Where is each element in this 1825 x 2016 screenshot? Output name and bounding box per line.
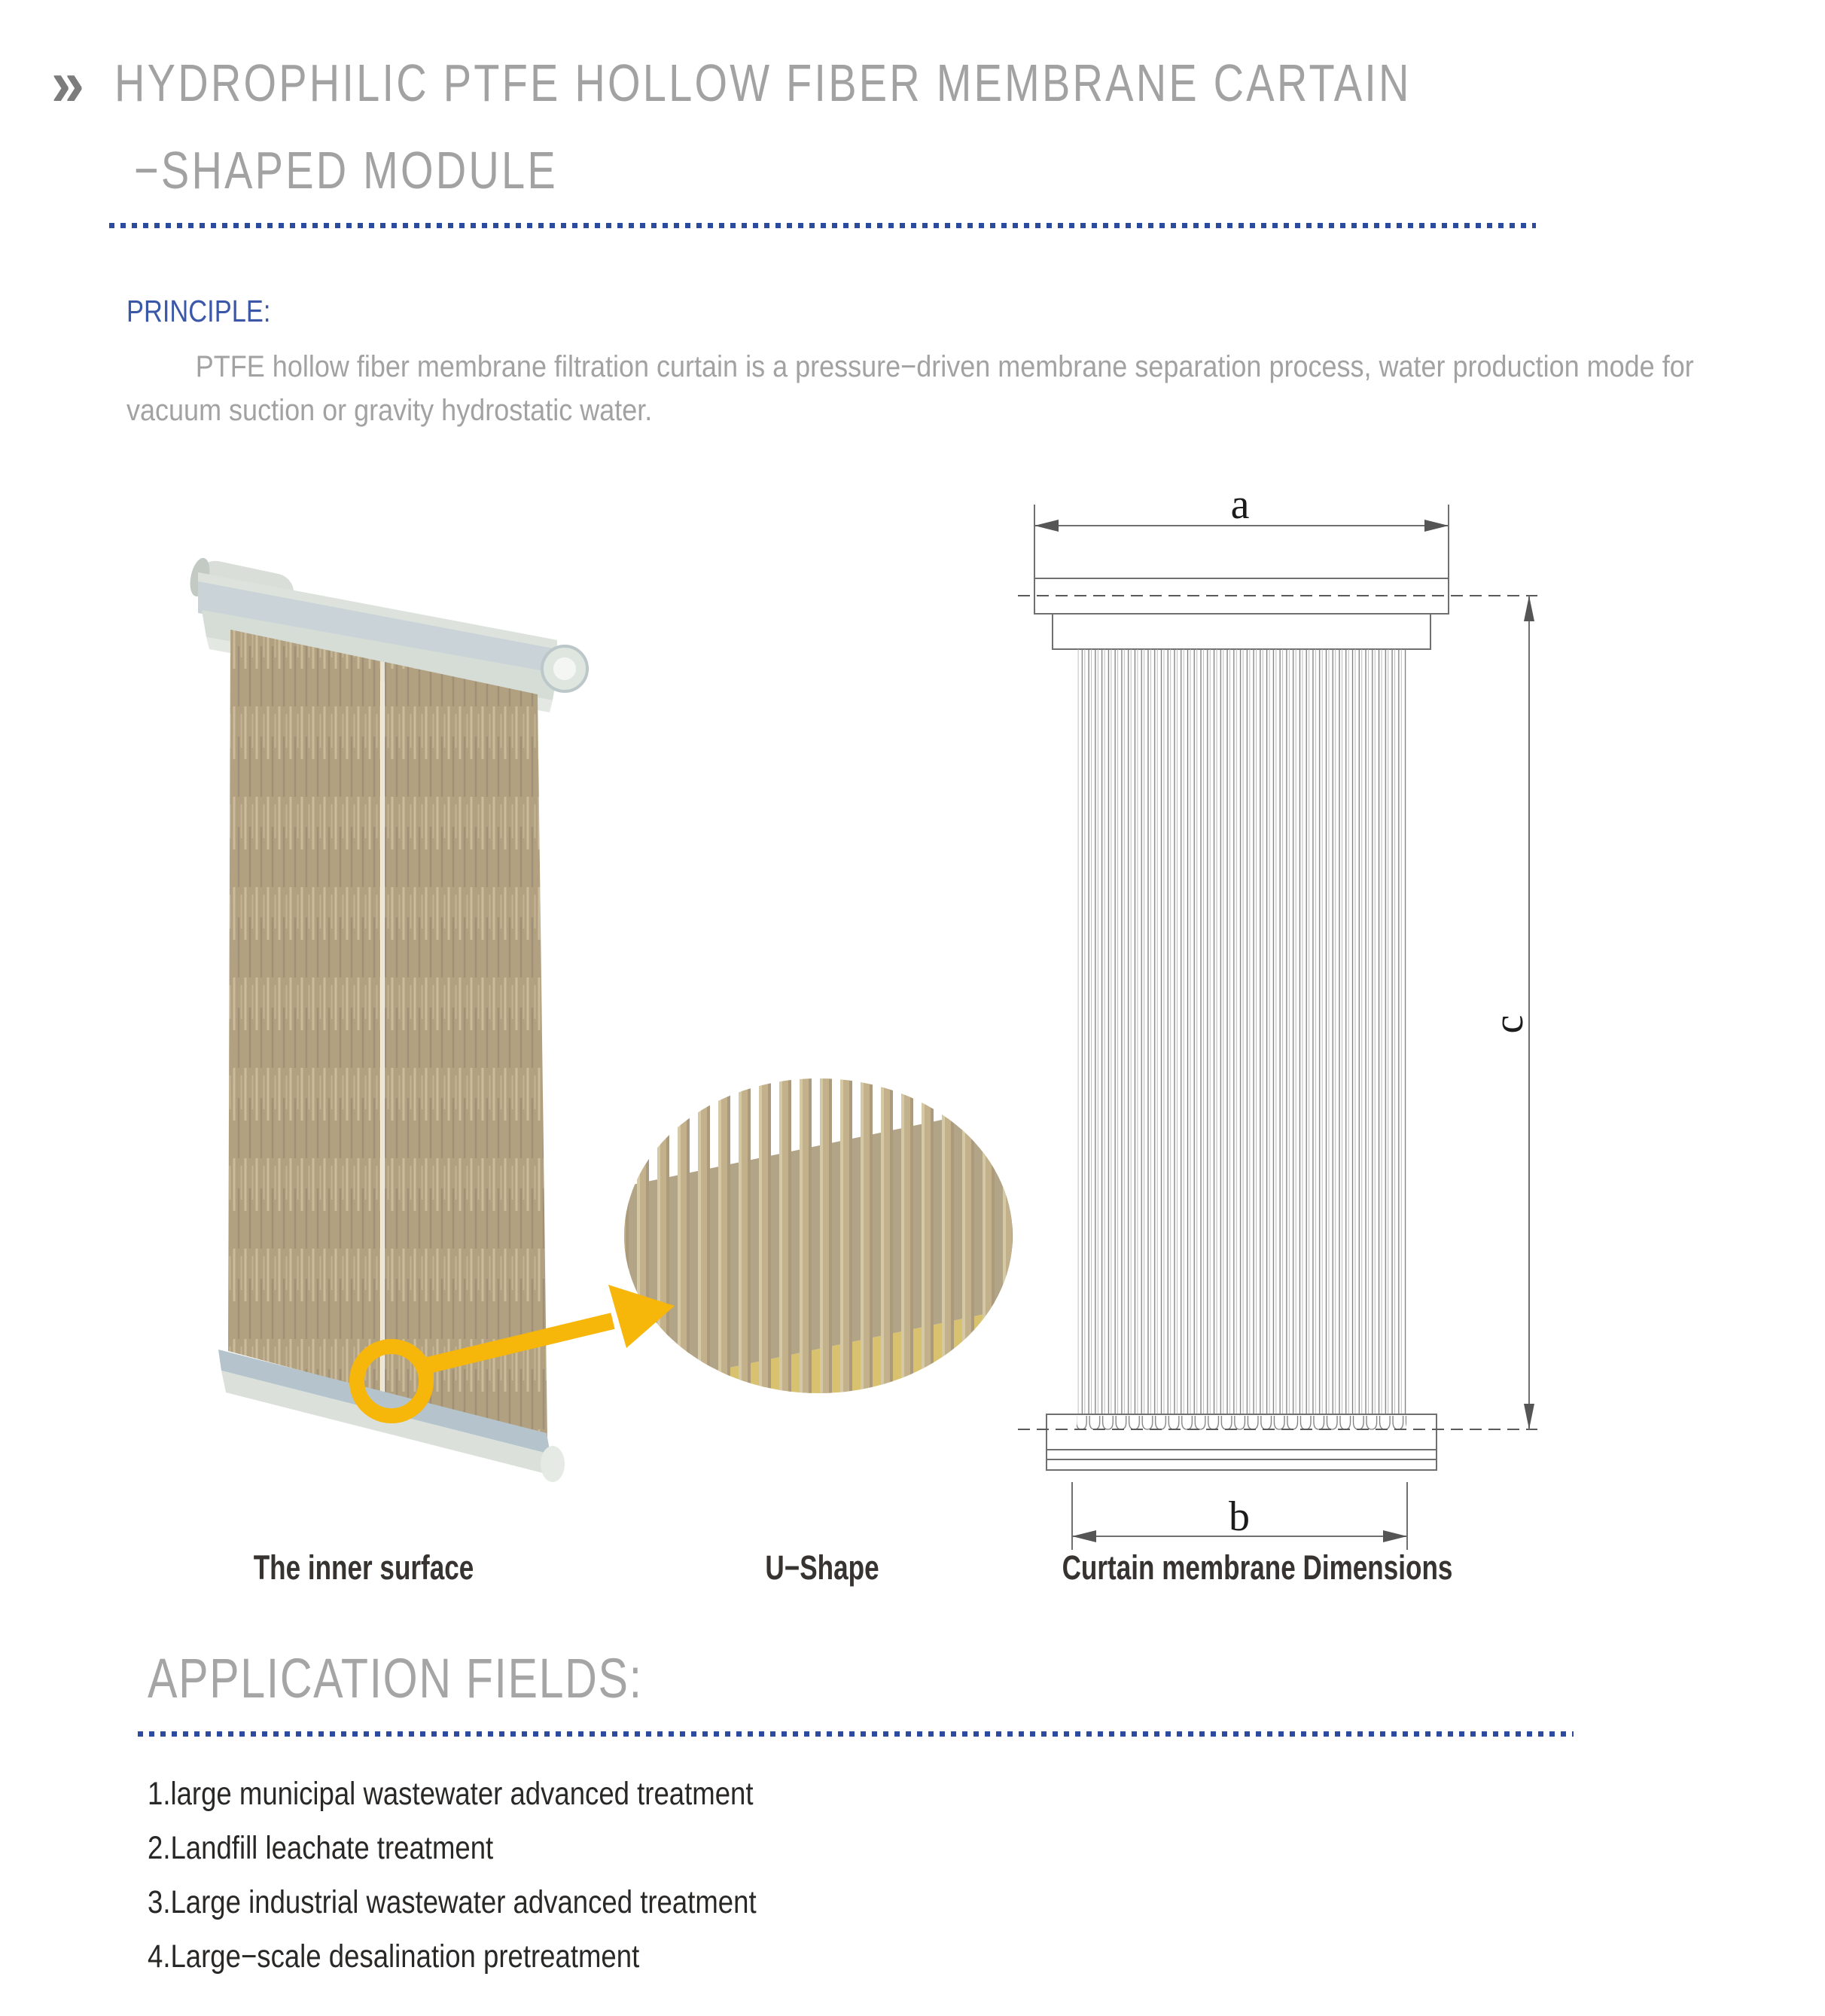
list-item: 4.Large−scale desalination pretreatment — [148, 1938, 640, 1975]
principle-heading: PRINCIPLE: — [126, 294, 271, 328]
page-title-line1: HYDROPHILIC PTFE HOLLOW FIBER MEMBRANE CARTAIN — [114, 53, 1412, 112]
application-fields-list — [148, 1767, 757, 1984]
membrane-module-illustration — [187, 526, 1090, 1505]
caption-dimensions: Curtain membrane Dimensions — [1062, 1548, 1453, 1587]
principle-line2: vacuum suction or gravity hydrostatic water. — [126, 394, 653, 427]
dotted-divider-top — [109, 223, 1536, 228]
u-shape-magnified-view — [578, 1008, 1075, 1505]
application-fields-heading: APPLICATION FIELDS: — [148, 1647, 643, 1709]
magnified-fibers — [578, 1008, 1075, 1505]
dotted-divider-bottom — [138, 1731, 1574, 1737]
dimensions-drawing — [1009, 482, 1543, 1559]
dimension-label-a: a — [1230, 482, 1250, 528]
list-item: 1.large municipal wastewater advanced treatment — [148, 1776, 754, 1812]
list-item: 2.Landfill leachate treatment — [148, 1830, 494, 1866]
dimension-label-c: c — [1485, 1014, 1532, 1034]
caption-inner-surface: The inner surface — [253, 1548, 474, 1587]
principle-paragraph — [126, 345, 1780, 432]
chevron-icon: » — [51, 47, 85, 120]
caption-u-shape: U−Shape — [765, 1548, 879, 1587]
drawing-fibers — [1077, 649, 1406, 1416]
page-title-line2: −SHAPED MODULE — [134, 141, 558, 200]
fiber-curtain — [228, 630, 547, 1438]
dimension-label-b: b — [1229, 1493, 1250, 1540]
principle-line1: PTFE hollow fiber membrane filtration curtain is a pressure−driven membrane separation process, water production mode for — [195, 350, 1694, 383]
list-item: 3.Large industrial wastewater advanced treatment — [148, 1884, 757, 1920]
